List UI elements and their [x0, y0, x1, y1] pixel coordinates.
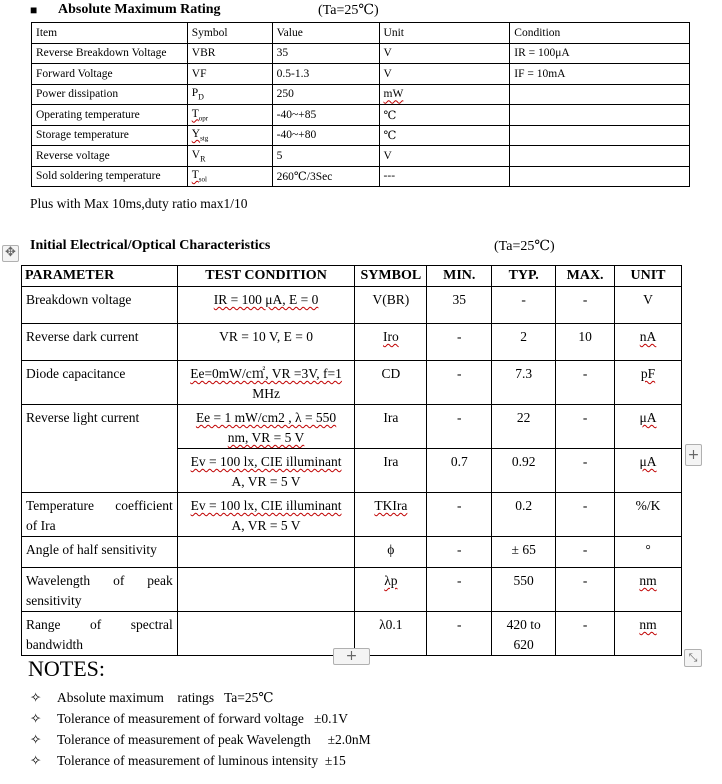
unit-cell: nA: [615, 324, 682, 361]
symbol-cell: VF: [187, 64, 272, 85]
unit-cell: ℃: [379, 105, 510, 126]
parameter-cell: Angle of half sensitivity: [22, 537, 178, 568]
test-condition-cell: [177, 612, 355, 656]
max-cell: -: [556, 568, 615, 612]
condition-cell: [510, 125, 690, 146]
item-cell: Operating temperature: [32, 105, 188, 126]
add-column-button[interactable]: +: [685, 444, 702, 466]
symbol-cell: $T_{sol}$: [187, 166, 272, 187]
unit-cell: ---: [379, 166, 510, 187]
typ-cell: 550: [492, 568, 556, 612]
typ-cell: 7.3: [492, 361, 556, 405]
parameter-cell: Diode capacitance: [22, 361, 178, 405]
symbol-cell: Ira: [355, 449, 427, 493]
min-cell: -: [427, 537, 492, 568]
parameter-cell: Range of spectral bandwidth: [22, 612, 178, 656]
unit-cell: °: [615, 537, 682, 568]
star-bullet-icon: ✧: [30, 690, 42, 705]
amr-footnote: Plus with Max 10ms,duty ratio max1/10: [30, 196, 248, 211]
table-row: [22, 537, 682, 568]
typ-cell: 0.2: [492, 493, 556, 537]
typ-cell: 22: [492, 405, 556, 449]
value-cell: 0.5-1.3: [272, 64, 379, 85]
max-cell: -: [556, 287, 615, 324]
unit-cell: V: [379, 146, 510, 167]
symbol-cell: $T_{opr}$: [187, 105, 272, 126]
symbol-cell: Iro: [355, 324, 427, 361]
list-item: ✧ Tolerance of measurement of forward voltage ±0.1V: [30, 711, 348, 726]
table-row: [22, 361, 682, 405]
condition-cell: [510, 146, 690, 167]
symbol-cell: TKIra: [355, 493, 427, 537]
min-cell: -: [427, 612, 492, 656]
symbol-cell: V(BR): [355, 287, 427, 324]
symbol-cell: $V_R$: [187, 146, 272, 167]
condition-cell: IF = 10mA: [510, 64, 690, 85]
test-condition-cell: Ev = 100 lx, CIE illuminant A, VR = 5 V: [177, 493, 355, 537]
unit-cell: mW: [379, 84, 510, 105]
symbol-cell: $Y_{stg}$: [187, 125, 272, 146]
list-item: ✧ Tolerance of measurement of peak Wavelength ±2.0nM: [30, 732, 371, 747]
unit-cell: V: [379, 43, 510, 64]
header-condition: Condition: [510, 23, 690, 44]
value-cell: 260℃/3Sec: [272, 166, 379, 187]
test-condition-cell: [177, 537, 355, 568]
header-min: MIN.: [427, 266, 492, 287]
star-bullet-icon: ✧: [30, 753, 42, 768]
item-cell: Storage temperature: [32, 125, 188, 146]
table-row: [32, 105, 690, 126]
table-resize-icon[interactable]: ⤡: [684, 649, 702, 667]
test-condition-cell: Ee = 1 mW/cm2 , λ = 550 nm, VR = 5 V: [177, 405, 355, 449]
electrical-optical-table: [21, 265, 682, 656]
item-cell: Sold soldering temperature: [32, 166, 188, 187]
max-cell: 10: [556, 324, 615, 361]
min-cell: -: [427, 361, 492, 405]
symbol-cell: ϕ: [355, 537, 427, 568]
test-condition-cell: Ee=0mW/c㎡, VR =3V, f=1 MHz: [177, 361, 355, 405]
min-cell: -: [427, 324, 492, 361]
header-symbol: Symbol: [187, 23, 272, 44]
item-cell: Forward Voltage: [32, 64, 188, 85]
table-header-row: [32, 23, 690, 44]
unit-cell: ℃: [379, 125, 510, 146]
star-bullet-icon: ✧: [30, 732, 42, 747]
typ-cell: ± 65: [492, 537, 556, 568]
min-cell: -: [427, 568, 492, 612]
max-cell: -: [556, 361, 615, 405]
typ-cell: 0.92: [492, 449, 556, 493]
header-item: Item: [32, 23, 188, 44]
value-cell: -40~+85: [272, 105, 379, 126]
min-cell: -: [427, 405, 492, 449]
table-row: [22, 493, 682, 537]
parameter-cell: Reverse light current: [22, 405, 178, 493]
typ-cell: 420 to 620: [492, 612, 556, 656]
parameter-cell: Reverse dark current: [22, 324, 178, 361]
value-cell: -40~+80: [272, 125, 379, 146]
symbol-cell: λ0.1: [355, 612, 427, 656]
parameter-cell: Breakdown voltage: [22, 287, 178, 324]
condition-cell: [510, 166, 690, 187]
symbol-cell: Ira: [355, 405, 427, 449]
amr-condition: (Ta=25℃): [318, 3, 379, 18]
max-cell: -: [556, 449, 615, 493]
table-row: [32, 125, 690, 146]
test-condition-cell: IR = 100 μA, E = 0: [177, 287, 355, 324]
table-move-handle-icon[interactable]: ✥: [2, 245, 19, 262]
unit-cell: nm: [615, 568, 682, 612]
header-value: Value: [272, 23, 379, 44]
min-cell: 0.7: [427, 449, 492, 493]
table-row: [32, 64, 690, 85]
value-cell: 5: [272, 146, 379, 167]
item-cell: Reverse voltage: [32, 146, 188, 167]
unit-cell: V: [615, 287, 682, 324]
add-row-button[interactable]: +: [333, 648, 370, 665]
item-cell: Power dissipation: [32, 84, 188, 105]
test-condition-cell: VR = 10 V, E = 0: [177, 324, 355, 361]
table-header-row: [22, 266, 682, 287]
unit-cell: μA: [615, 449, 682, 493]
bullet-square-icon: ■: [30, 3, 38, 17]
max-cell: -: [556, 612, 615, 656]
header-typ: TYP.: [492, 266, 556, 287]
parameter-cell: Temperature coefficient of Ira: [22, 493, 178, 537]
header-max: MAX.: [556, 266, 615, 287]
typ-cell: 2: [492, 324, 556, 361]
star-bullet-icon: ✧: [30, 711, 42, 726]
item-cell: Reverse Breakdown Voltage: [32, 43, 188, 64]
eo-title: Initial Electrical/Optical Characteristics: [30, 238, 271, 253]
header-symbol: SYMBOL: [355, 266, 427, 287]
table-row: [32, 84, 690, 105]
unit-cell: pF: [615, 361, 682, 405]
symbol-cell: CD: [355, 361, 427, 405]
symbol-cell: λp: [355, 568, 427, 612]
table-row: [22, 405, 682, 449]
table-row: [22, 324, 682, 361]
header-parameter: PARAMETER: [22, 266, 178, 287]
typ-cell: -: [492, 287, 556, 324]
min-cell: -: [427, 493, 492, 537]
amr-title: Absolute Maximum Rating: [58, 2, 221, 17]
notes-title: NOTES:: [28, 656, 105, 681]
header-unit: UNIT: [615, 266, 682, 287]
min-cell: 35: [427, 287, 492, 324]
list-item: ✧ Absolute maximum ratings Ta=25℃: [30, 690, 274, 705]
unit-cell: nm: [615, 612, 682, 656]
header-unit: Unit: [379, 23, 510, 44]
parameter-cell: Wavelength of peak sensitivity: [22, 568, 178, 612]
value-cell: 250: [272, 84, 379, 105]
condition-cell: IR = 100μA: [510, 43, 690, 64]
table-row: [32, 166, 690, 187]
unit-cell: V: [379, 64, 510, 85]
absolute-maximum-rating-table: [31, 22, 690, 187]
header-test-condition: TEST CONDITION: [177, 266, 355, 287]
table-row: [22, 287, 682, 324]
table-row: [32, 43, 690, 64]
table-row: [32, 146, 690, 167]
list-item: ✧ Tolerance of measurement of luminous intensity ±15: [30, 753, 346, 768]
max-cell: -: [556, 405, 615, 449]
test-condition-cell: Ev = 100 lx, CIE illuminant A, VR = 5 V: [177, 449, 355, 493]
condition-cell: [510, 84, 690, 105]
value-cell: 35: [272, 43, 379, 64]
max-cell: -: [556, 493, 615, 537]
test-condition-cell: [177, 568, 355, 612]
condition-cell: [510, 105, 690, 126]
max-cell: -: [556, 537, 615, 568]
unit-cell: μA: [615, 405, 682, 449]
symbol-cell: $P_D$: [187, 84, 272, 105]
symbol-cell: VBR: [187, 43, 272, 64]
eo-condition: (Ta=25℃): [494, 239, 555, 254]
table-row: [22, 568, 682, 612]
unit-cell: %/K: [615, 493, 682, 537]
